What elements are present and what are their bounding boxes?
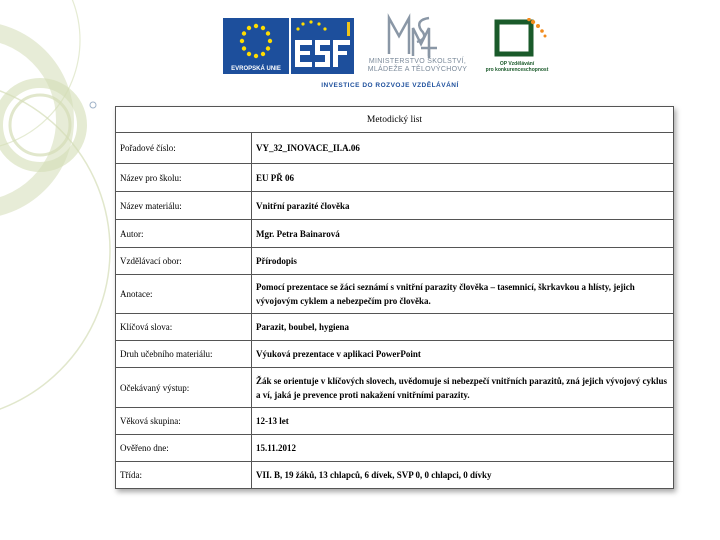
msmt-line-1: MINISTERSTVO ŠKOLSTVÍ, [368,58,467,65]
row-label: Ověřeno dne: [116,435,252,462]
msmt-logo [385,12,440,60]
table-row [116,133,674,164]
metodicky-list-table [115,106,674,489]
op-line-1: OP Vzdělávání [499,61,535,67]
table-header-row [116,107,674,133]
row-label: Druh učebního materiálu: [116,341,252,368]
row-value: Parazit, boubel, hygiena [252,314,674,341]
table-row [116,462,674,489]
table-row [116,435,674,462]
row-value: Pomocí prezentace se žáci seznámí s vnitřní parazity člověka – tasemnicí, škrkavkou a hlísty, jejich vývojovým cyklem a nebezpečím pro člověka. [252,275,674,314]
table-row [116,248,674,275]
eu-flag-logo [223,18,289,64]
row-value: 15.11.2012 [252,435,674,462]
row-value: Mgr. Petra Bainarová [252,220,674,248]
row-label: Vzdělávací obor: [116,248,252,275]
header-logos [0,0,720,100]
row-value: VY_32_INOVACE_II.A.06 [252,133,674,164]
row-label: Anotace: [116,275,252,314]
table-title: Metodický list [116,107,674,133]
row-value: Vnitřní parazité člověka [252,192,674,220]
row-label: Pořadové číslo: [116,133,252,164]
eu-caption: EVROPSKÁ UNIE [223,64,289,74]
msmt-caption [360,58,475,74]
header-tagline: INVESTICE DO ROZVOJE VZDĚLÁVÁNÍ [321,82,459,89]
table-row [116,341,674,368]
row-value: 12-13 let [252,408,674,435]
row-value: Žák se orientuje v klíčových slovech, uvědomuje si nebezpečí vnitřních parazitů, zná jejich vývojový cyklus a ví, jaká je prevence proti nakažení vnitřními parazity. [252,368,674,408]
table-row [116,275,674,314]
msmt-line-2: MLÁDEŽE A TĚLOVÝCHOVY [367,66,468,73]
table-row [116,192,674,220]
row-label: Klíčová slova: [116,314,252,341]
row-label: Autor: [116,220,252,248]
table-row [116,164,674,192]
row-label: Název materiálu: [116,192,252,220]
row-label: Třída: [116,462,252,489]
table-row [116,368,674,408]
row-label: Věková skupina: [116,408,252,435]
esf-logo [291,18,354,74]
op-caption [477,61,557,73]
row-label: Očekávaný výstup: [116,368,252,408]
row-value: Výuková prezentace v aplikaci PowerPoint [252,341,674,368]
table-row [116,408,674,435]
op-line-2: pro konkurenceschopnost [485,67,549,73]
row-value: VII. B, 19 žáků, 13 chlapců, 6 dívek, SVP 0, 0 chlapci, 0 dívky [252,462,674,489]
row-value: Přírodopis [252,248,674,275]
row-label: Název pro školu: [116,164,252,192]
table-row [116,314,674,341]
row-value: EU PŘ 06 [252,164,674,192]
table-row [116,220,674,248]
